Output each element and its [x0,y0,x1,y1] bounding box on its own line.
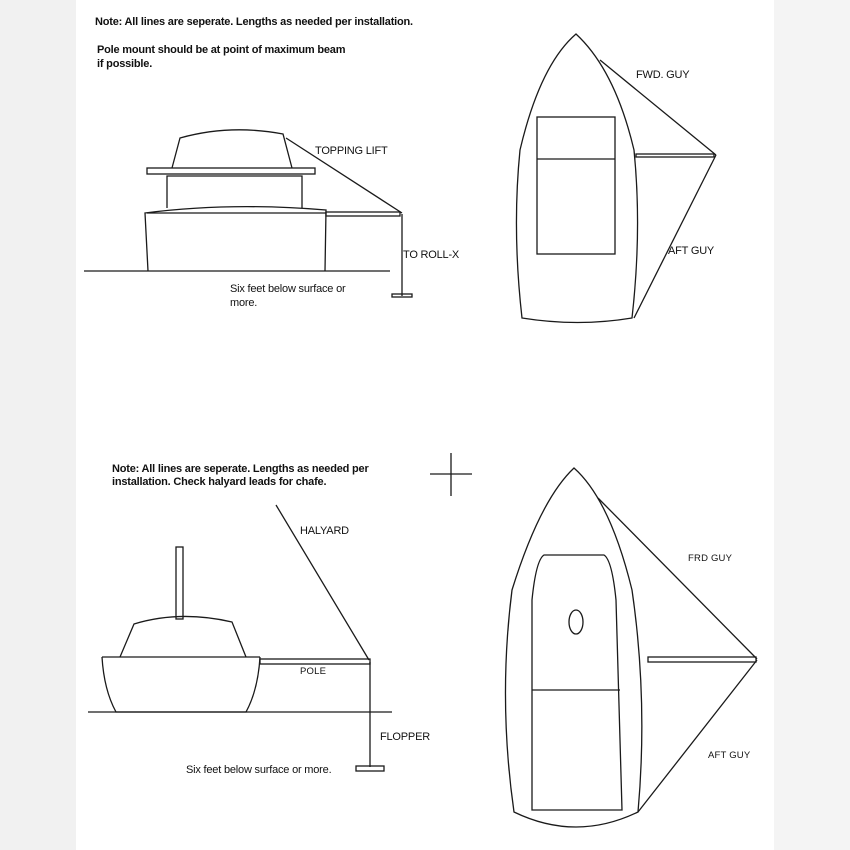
top-note-line-2: Pole mount should be at point of maximum beam [97,44,346,56]
label-topping-lift: TOPPING LIFT [315,145,388,157]
label-six-feet-top-1: Six feet below surface or [230,283,346,295]
bottom-hull [102,657,260,712]
bottom-note-line-1: Note: All lines are seperate. Lengths as needed per [112,463,369,475]
top-plan-hull [516,34,637,323]
top-note-line-3: if possible. [97,58,153,70]
bottom-plan-view [505,468,757,827]
bottom-side-view [88,505,392,771]
label-to-roll-x: TO ROLL-X [403,249,460,261]
bottom-mast [176,547,183,619]
top-cabin-middle [167,176,302,208]
bottom-frd-guy-line [598,498,757,659]
label-frd-guy: FRD GUY [688,553,733,564]
top-pole [326,212,400,216]
bottom-note-line-2: installation. Check halyard leads for chafe. [112,476,327,488]
top-house [172,130,292,168]
bottom-cabin [120,616,246,657]
label-fwd-guy: FWD. GUY [636,69,690,81]
registration-mark [430,453,472,496]
top-plan-cabin [537,117,615,254]
top-plan-pole [636,154,714,157]
top-note-line-1: Note: All lines are seperate. Lengths as needed per installation. [95,16,413,28]
label-flopper: FLOPPER [380,731,430,743]
bottom-plan-hatch [569,610,583,634]
top-aft-guy-line [634,155,716,318]
label-six-feet-top-2: more. [230,297,258,309]
bottom-plan-cabin [532,555,622,810]
label-aft-guy-top: AFT GUY [668,245,715,257]
bottom-plan-pole [648,657,756,662]
label-halyard: HALYARD [300,525,349,537]
top-hull [145,207,326,271]
bottom-pole [260,659,370,664]
label-six-feet-bottom: Six feet below surface or more. [186,764,332,776]
label-pole: POLE [300,666,327,677]
label-aft-guy-bottom: AFT GUY [708,750,751,761]
top-cabin-rail [147,168,315,174]
bottom-aft-guy-line [638,660,757,812]
